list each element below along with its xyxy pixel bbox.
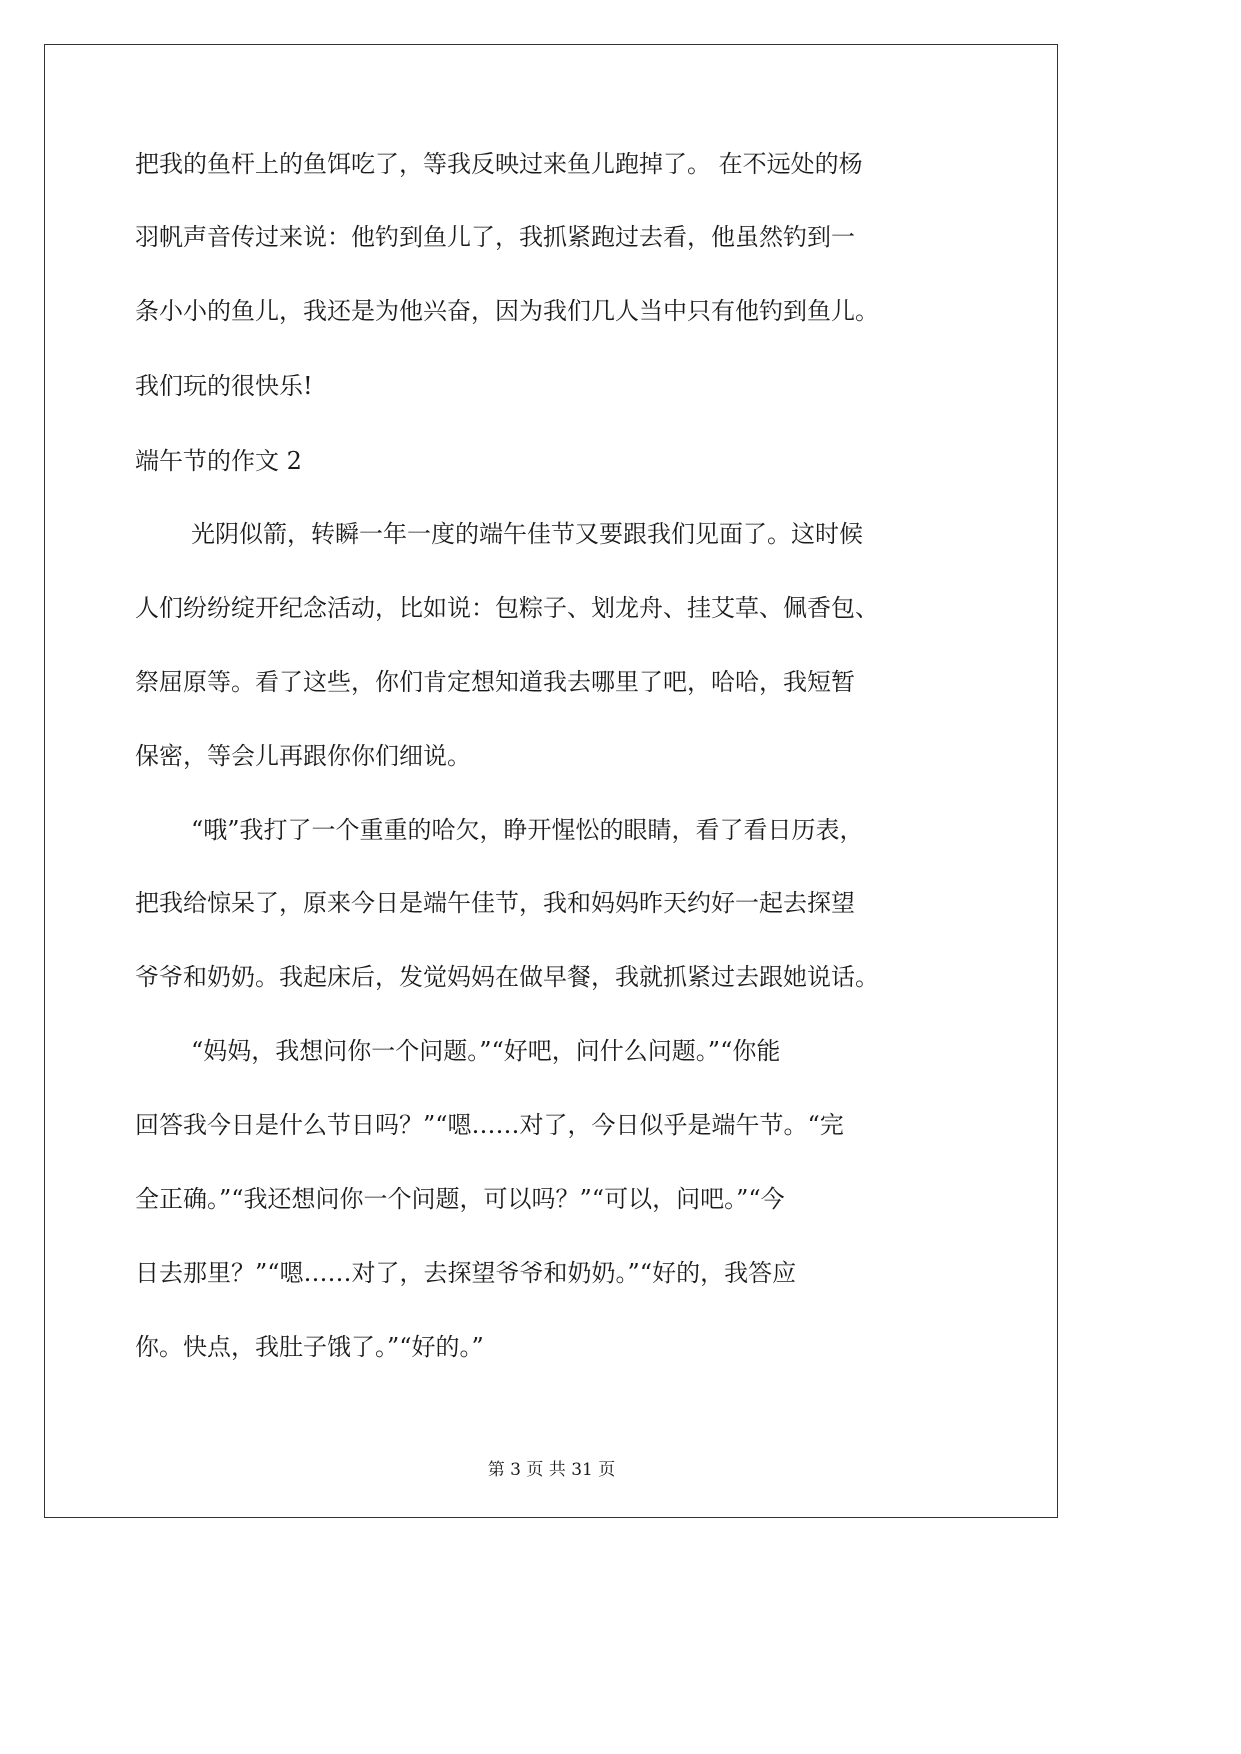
text-line: 条小小的鱼儿，我还是为他兴奋，因为我们几人当中只有他钓到鱼儿。 <box>135 297 879 325</box>
text-line: 把我给惊呆了，原来今日是端午佳节，我和妈妈昨天约好一起去探望 <box>135 889 855 917</box>
text-line: 回答我今日是什么节日吗？”“嗯……对了，今日似乎是端午节。“完 <box>135 1111 844 1139</box>
text-line: 羽帆声音传过来说：他钓到鱼儿了，我抓紧跑过去看，他虽然钓到一 <box>135 223 855 251</box>
text-line: 人们纷纷绽开纪念活动，比如说：包粽子、划龙舟、挂艾草、佩香包、 <box>135 594 879 622</box>
text-line: “妈妈，我想问你一个问题。”“好吧，问什么问题。”“你能 <box>191 1037 781 1065</box>
text-line: 祭屈原等。看了这些，你们肯定想知道我去哪里了吧，哈哈，我短暂 <box>135 668 855 696</box>
text-line: 保密，等会儿再跟你你们细说。 <box>135 742 471 770</box>
text-line: 光阴似箭，转瞬一年一度的端午佳节又要跟我们见面了。这时候 <box>191 520 863 548</box>
text-line: 我们玩的很快乐! <box>135 372 313 400</box>
text-line: “哦”我打了一个重重的哈欠，睁开惺忪的眼睛，看了看日历表， <box>191 816 864 844</box>
text-line: 把我的鱼杆上的鱼饵吃了，等我反映过来鱼儿跑掉了。 在不远处的杨 <box>135 150 863 178</box>
page-footer: 第 3 页 共 31 页 <box>487 1460 616 1480</box>
text-line: 你。快点，我肚子饿了。”“好的。” <box>135 1333 484 1361</box>
text-line: 全正确。”“我还想问你一个问题，可以吗？”“可以，问吧。”“今 <box>135 1185 785 1213</box>
section-heading: 端午节的作文 2 <box>135 447 302 475</box>
text-line: 爷爷和奶奶。我起床后，发觉妈妈在做早餐，我就抓紧过去跟她说话。 <box>135 963 879 991</box>
page-border <box>44 44 1058 1518</box>
text-line: 日去那里？”“嗯……对了，去探望爷爷和奶奶。”“好的，我答应 <box>135 1259 797 1287</box>
